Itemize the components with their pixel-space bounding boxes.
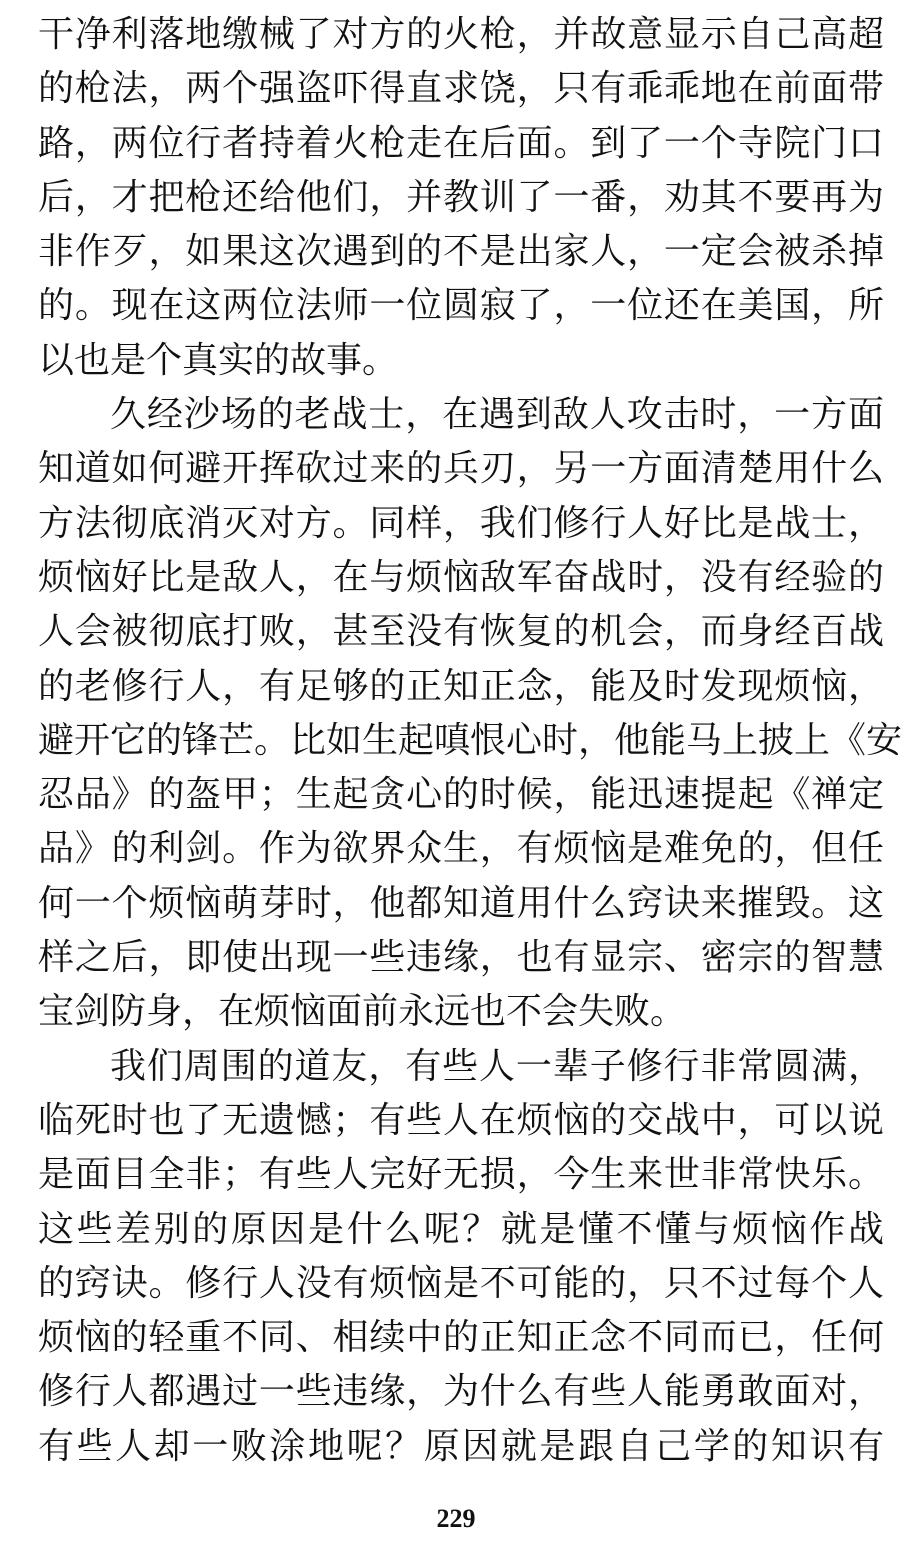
text-line: 烦恼好比是敌人，在与烦恼敌军奋战时，没有经验的 [38,556,884,598]
text-line: 是面目全非；有些人完好无损，今生来世非常快乐。 [38,1154,884,1196]
text-line: 的窍诀。修行人没有烦恼是不可能的，只不过每个人 [38,1262,884,1304]
paragraph-2 [38,388,903,1040]
text-line: 有些人却一败涂地呢？原因就是跟自己学的知识有 [38,1425,884,1467]
page-number: 229 [436,1504,476,1533]
paragraph-3 [38,1040,884,1474]
text-line: 干净利落地缴械了对方的火枪，并故意显示自己高超 [38,14,884,55]
text-line: 后，才把枪还给他们，并教训了一番，劝其不要再为 [38,176,884,218]
text-line: 我们周围的道友，有些人一辈子修行非常圆满， [110,1045,884,1087]
body-text [38,8,903,1474]
text-line: 方法彻底消灭对方。同样，我们修行人好比是战士， [38,502,884,544]
text-line: 烦恼的轻重不同、相续中的正知正念不同而已，任何 [38,1317,884,1359]
text-line: 这些差别的原因是什么呢？就是懂不懂与烦恼作战 [38,1208,884,1250]
text-line: 的。现在这两位法师一位圆寂了，一位还在美国，所 [38,285,884,327]
text-line: 忍品》的盔甲；生起贪心的时候，能迅速提起《禅定 [38,774,884,816]
text-line: 临死时也了无遗憾；有些人在烦恼的交战中，可以说 [38,1099,884,1141]
text-line: 修行人都遇过一些违缘，为什么有些人能勇敢面对， [38,1371,884,1413]
text-line: 久经沙场的老战士，在遇到敌人攻击时，一方面 [110,394,884,436]
text-line: 人会被彻底打败，甚至没有恢复的机会，而身经百战 [38,611,884,653]
text-line: 知道如何避开挥砍过来的兵刃，另一方面清楚用什么 [38,448,884,490]
text-line: 的老修行人，有足够的正知正念，能及时发现烦恼， [38,665,884,707]
text-line: 何一个烦恼萌芽时，他都知道用什么窍诀来摧毁。这 [38,882,884,924]
text-line: 宝剑防身，在烦恼面前永远也不会失败。 [38,991,687,1033]
text-line: 以也是个真实的故事。 [38,339,399,381]
text-line: 路，两位行者持着火枪走在后面。到了一个寺院门口 [38,122,884,164]
paragraph-1 [38,8,884,388]
text-line: 非作歹，如果这次遇到的不是出家人，一定会被杀掉 [38,231,884,273]
text-line: 避开它的锋芒。比如生起嗔恨心时，他能马上披上《安 [38,719,903,761]
text-line: 的枪法，两个强盗吓得直求饶，只有乖乖地在前面带 [38,68,884,110]
text-line: 样之后，即使出现一些违缘，也有显宗、密宗的智慧 [38,937,884,979]
text-line: 品》的利剑。作为欲界众生，有烦恼是难免的，但任 [38,828,884,870]
